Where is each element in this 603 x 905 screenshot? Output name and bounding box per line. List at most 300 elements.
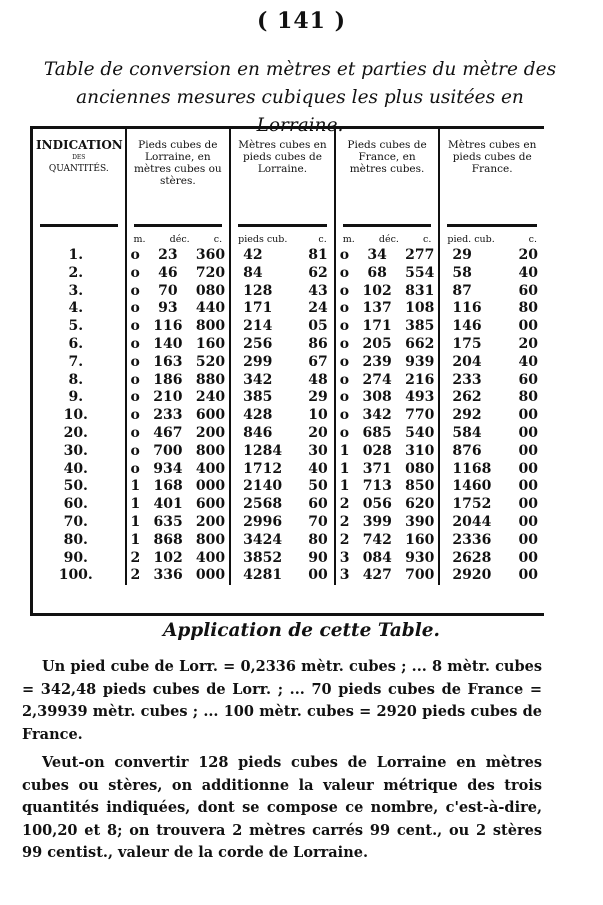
value-cell-c: [335, 247, 440, 265]
value-part: o: [130, 264, 140, 281]
value-part: 056: [362, 496, 392, 513]
table-row: [33, 567, 544, 585]
unit-c: c.: [423, 234, 432, 245]
value-part: 2044: [452, 513, 492, 530]
value-cell-b: [230, 389, 335, 407]
quantity-cell: 40.: [33, 461, 126, 479]
value-part: 2996: [243, 513, 283, 530]
value-part: 168: [153, 478, 183, 495]
value-part: 385: [405, 318, 435, 335]
value-part: 700: [405, 567, 435, 584]
value-cell-b: [230, 354, 335, 372]
value-part: 10: [308, 407, 328, 424]
value-part: 60: [518, 282, 538, 299]
value-part: o: [130, 247, 140, 263]
value-part: 60: [308, 496, 328, 513]
value-part: 160: [405, 531, 435, 548]
value-cell-c: [335, 318, 440, 336]
value-part: 171: [243, 300, 273, 317]
value-cell-c: [335, 336, 440, 354]
value-part: 200: [195, 513, 226, 530]
value-part: 428: [243, 407, 273, 424]
value-part: 00: [518, 460, 538, 477]
value-part: o: [130, 460, 140, 477]
value-part: 800: [195, 318, 226, 335]
value-part: 87: [452, 282, 472, 299]
quantity-cell: 4.: [33, 300, 126, 318]
value-part: 128: [243, 282, 273, 299]
value-part: o: [339, 318, 350, 335]
value-cell-c: [335, 265, 440, 283]
value-part: 00: [518, 513, 538, 530]
value-cell-a: [126, 318, 231, 336]
quantity-cell: 5.: [33, 318, 126, 336]
value-cell-d: [439, 300, 544, 318]
value-cell-c: [335, 567, 440, 585]
header-col2: [230, 129, 335, 231]
value-cell-a: [126, 461, 231, 479]
value-part: 400: [195, 460, 226, 477]
value-part: 4281: [243, 567, 283, 584]
quantity-cell: 7.: [33, 354, 126, 372]
table-row: [33, 425, 544, 443]
value-part: 175: [452, 335, 482, 352]
value-cell-b: [230, 425, 335, 443]
value-part: 080: [195, 282, 226, 299]
value-cell-d: [439, 372, 544, 390]
value-cell-c: [335, 372, 440, 390]
value-part: 30: [308, 442, 328, 459]
value-part: 171: [362, 318, 392, 335]
value-part: o: [130, 371, 140, 388]
value-cell-b: [230, 443, 335, 461]
value-part: 29: [452, 247, 472, 263]
header-col4: [439, 129, 544, 231]
value-part: 204: [452, 353, 482, 370]
value-part: 24: [308, 300, 328, 317]
value-cell-b: [230, 514, 335, 532]
value-part: 00: [518, 442, 538, 459]
value-cell-b: [230, 372, 335, 390]
value-part: 05: [308, 318, 328, 335]
value-part: 205: [362, 335, 392, 352]
value-part: 216: [405, 371, 435, 388]
value-part: 770: [405, 407, 435, 424]
value-part: 00: [518, 424, 538, 441]
value-part: 713: [362, 478, 392, 495]
value-part: 160: [195, 335, 226, 352]
table-row: [33, 496, 544, 514]
value-part: 1: [339, 442, 350, 459]
value-part: 43: [308, 282, 328, 299]
value-cell-c: [335, 407, 440, 425]
value-part: o: [130, 335, 140, 352]
value-part: 427: [362, 567, 392, 584]
value-part: 846: [243, 424, 273, 441]
value-part: 336: [153, 567, 183, 584]
value-cell-a: [126, 407, 231, 425]
value-part: o: [130, 442, 140, 459]
value-part: o: [130, 407, 140, 424]
value-part: 186: [153, 371, 183, 388]
header-col4-text: Mètres cubes en pieds cubes de France.: [447, 139, 537, 175]
units-col1: [126, 231, 231, 247]
value-part: 46: [158, 264, 178, 281]
value-part: 2920: [452, 567, 492, 584]
value-cell-c: [335, 514, 440, 532]
value-part: 00: [518, 567, 538, 584]
value-cell-b: [230, 567, 335, 585]
value-part: 1: [130, 513, 141, 530]
application-paragraph-1: Un pied cube de Lorr. = 0,2336 mètr. cubes ; ... 8 mètr. cubes = 342,48 pieds cubes de Lorr. ; ... 70 pieds cubes de France = 2,39939 mètr. cubes ; ... 100 mètr. cubes = 2920 pieds cubes de France.: [22, 658, 542, 743]
value-cell-d: [439, 532, 544, 550]
value-part: 2: [339, 513, 350, 530]
value-cell-a: [126, 443, 231, 461]
table-row: [33, 461, 544, 479]
value-part: o: [130, 353, 140, 370]
header-col1: [126, 129, 231, 231]
value-part: 876: [452, 442, 482, 459]
value-part: 86: [308, 335, 328, 352]
value-part: 1: [130, 496, 141, 513]
value-part: 277: [405, 247, 435, 263]
table-row: [33, 318, 544, 336]
header-col3: [335, 129, 440, 231]
quantity-cell: 80.: [33, 532, 126, 550]
value-part: 2140: [243, 478, 283, 495]
units-row: [33, 231, 544, 247]
value-part: 292: [452, 407, 482, 424]
value-part: 214: [243, 318, 273, 335]
value-cell-d: [439, 407, 544, 425]
value-cell-d: [439, 567, 544, 585]
value-cell-b: [230, 496, 335, 514]
value-part: o: [339, 282, 350, 299]
value-part: 102: [362, 282, 392, 299]
value-cell-a: [126, 496, 231, 514]
table-row: [33, 354, 544, 372]
value-cell-c: [335, 496, 440, 514]
value-part: 233: [153, 407, 183, 424]
value-part: o: [339, 264, 350, 281]
value-part: 000: [195, 567, 226, 584]
value-part: 1712: [243, 460, 283, 477]
quantity-cell: 70.: [33, 514, 126, 532]
value-part: o: [130, 282, 140, 299]
value-part: 1: [339, 478, 350, 495]
value-part: 210: [153, 389, 183, 406]
value-cell-c: [335, 478, 440, 496]
value-part: 163: [153, 353, 183, 370]
value-cell-a: [126, 336, 231, 354]
value-part: 520: [195, 353, 226, 370]
value-part: 108: [405, 300, 435, 317]
value-cell-c: [335, 461, 440, 479]
value-part: o: [339, 335, 350, 352]
quantity-cell: 100.: [33, 567, 126, 585]
value-part: 62: [308, 264, 328, 281]
header-indication-title: INDICATION: [36, 138, 123, 152]
value-part: o: [130, 424, 140, 441]
value-part: 34: [367, 247, 387, 263]
value-part: 116: [153, 318, 183, 335]
value-part: 23: [158, 247, 178, 263]
value-part: 80: [308, 531, 328, 548]
value-cell-b: [230, 550, 335, 568]
value-part: 1752: [452, 496, 492, 513]
value-part: 939: [405, 353, 435, 370]
value-part: 00: [308, 567, 328, 584]
quantity-cell: 8.: [33, 372, 126, 390]
value-part: 00: [518, 496, 538, 513]
title-line-1: Table de conversion en mètres et parties du mètre des: [43, 59, 557, 80]
value-cell-b: [230, 283, 335, 301]
unit-pied-cub: pied. cub.: [447, 234, 495, 245]
unit-m: m.: [133, 234, 146, 245]
value-cell-a: [126, 372, 231, 390]
quantity-cell: 9.: [33, 389, 126, 407]
value-part: 554: [405, 264, 435, 281]
value-part: 742: [362, 531, 392, 548]
value-cell-a: [126, 514, 231, 532]
value-cell-d: [439, 354, 544, 372]
value-cell-d: [439, 389, 544, 407]
value-part: 401: [153, 496, 183, 513]
value-part: 584: [452, 424, 482, 441]
value-part: 342: [243, 371, 273, 388]
value-cell-d: [439, 514, 544, 532]
value-cell-c: [335, 283, 440, 301]
value-part: o: [339, 353, 350, 370]
value-part: o: [130, 389, 140, 406]
value-cell-a: [126, 247, 231, 265]
value-part: 2628: [452, 549, 492, 566]
quantity-cell: 10.: [33, 407, 126, 425]
table-row: [33, 283, 544, 301]
value-part: 831: [405, 282, 435, 299]
conversion-table-frame: [30, 126, 544, 616]
value-part: 3852: [243, 549, 283, 566]
value-part: 48: [308, 371, 328, 388]
units-indication: [33, 231, 126, 247]
value-cell-a: [126, 265, 231, 283]
value-part: o: [339, 407, 350, 424]
value-part: 720: [195, 264, 226, 281]
value-part: 29: [308, 389, 328, 406]
value-cell-d: [439, 318, 544, 336]
value-part: o: [339, 247, 350, 263]
value-cell-b: [230, 265, 335, 283]
value-part: 42: [243, 247, 263, 263]
value-cell-a: [126, 283, 231, 301]
value-cell-c: [335, 425, 440, 443]
quantity-cell: 2.: [33, 265, 126, 283]
value-cell-d: [439, 425, 544, 443]
value-cell-c: [335, 354, 440, 372]
table-row: [33, 247, 544, 265]
value-part: 50: [308, 478, 328, 495]
value-part: 00: [518, 531, 538, 548]
value-cell-d: [439, 336, 544, 354]
value-part: 68: [367, 264, 387, 281]
table-row: [33, 550, 544, 568]
value-part: 342: [362, 407, 392, 424]
unit-pieds-cub: pieds cub.: [238, 234, 288, 245]
header-col2-text: Mètres cubes en pieds cubes de Lorraine.: [238, 139, 327, 175]
value-part: 00: [518, 549, 538, 566]
header-indication-quantites: QUANTITÉS.: [48, 164, 109, 174]
page-number: ( 141 ): [256, 8, 347, 34]
table-row: [33, 407, 544, 425]
value-cell-a: [126, 300, 231, 318]
unit-c: c.: [318, 234, 327, 245]
value-cell-a: [126, 478, 231, 496]
value-part: o: [130, 300, 140, 317]
value-part: 233: [452, 371, 482, 388]
quantity-cell: 90.: [33, 550, 126, 568]
value-part: 2: [339, 496, 350, 513]
value-cell-c: [335, 532, 440, 550]
value-part: 299: [243, 353, 273, 370]
unit-dec: déc.: [378, 234, 399, 245]
value-part: 800: [195, 531, 226, 548]
value-part: 67: [308, 353, 328, 370]
value-part: 1168: [452, 460, 492, 477]
value-part: 440: [195, 300, 226, 317]
value-part: o: [339, 300, 350, 317]
value-part: o: [339, 424, 350, 441]
value-cell-d: [439, 550, 544, 568]
value-part: 1: [130, 531, 141, 548]
value-cell-a: [126, 567, 231, 585]
value-part: 371: [362, 460, 392, 477]
value-part: 620: [405, 496, 435, 513]
unit-c: c.: [528, 234, 537, 245]
value-part: 685: [362, 424, 392, 441]
value-part: 467: [153, 424, 183, 441]
units-col4: [439, 231, 544, 247]
table-row: [33, 372, 544, 390]
quantity-cell: 50.: [33, 478, 126, 496]
value-part: 00: [518, 318, 538, 335]
units-col2: [230, 231, 335, 247]
value-part: 80: [518, 300, 538, 317]
value-part: 239: [362, 353, 392, 370]
value-cell-b: [230, 318, 335, 336]
value-part: 256: [243, 335, 273, 352]
value-part: 93: [158, 300, 178, 317]
value-cell-a: [126, 425, 231, 443]
value-part: 930: [405, 549, 435, 566]
value-part: 00: [518, 407, 538, 424]
value-part: 40: [518, 353, 538, 370]
units-col3: [335, 231, 440, 247]
application-title: Application de cette Table.: [163, 620, 440, 641]
title-line-2: anciennes mesures cubiques les plus usitées en Lorraine.: [76, 87, 524, 136]
value-part: o: [130, 318, 140, 335]
conversion-table: [33, 129, 544, 585]
quantity-cell: 3.: [33, 283, 126, 301]
application-paragraph-2: Veut-on convertir 128 pieds cubes de Lorraine en mètres cubes ou stères, on additionne la valeur métrique des trois quantités indiquées, dont se compose ce nombre, c'est-à-dire, 100,20 et 8; on trouvera 2 mètres carrés 99 cent., ou 2 stères 99 centist., valeur de la corde de Lorraine.: [22, 754, 542, 861]
value-cell-b: [230, 247, 335, 265]
value-part: 700: [153, 442, 183, 459]
value-part: 80: [518, 389, 538, 406]
value-part: 080: [405, 460, 435, 477]
value-part: 310: [405, 442, 435, 459]
value-part: 850: [405, 478, 435, 495]
value-part: 102: [153, 549, 183, 566]
quantity-cell: 30.: [33, 443, 126, 461]
value-part: 084: [362, 549, 392, 566]
value-part: 2: [339, 531, 350, 548]
value-part: 3424: [243, 531, 283, 548]
value-part: o: [339, 371, 350, 388]
header-col3-text: Pieds cubes de France, en mètres cubes.: [347, 139, 427, 175]
value-part: 028: [362, 442, 392, 459]
value-part: 934: [153, 460, 183, 477]
value-part: 1: [339, 460, 350, 477]
value-part: 2568: [243, 496, 283, 513]
table-row: [33, 532, 544, 550]
value-part: 399: [362, 513, 392, 530]
value-part: 140: [153, 335, 183, 352]
value-part: 000: [195, 478, 226, 495]
value-cell-d: [439, 247, 544, 265]
unit-c: c.: [213, 234, 223, 245]
value-part: 880: [195, 371, 226, 388]
value-cell-d: [439, 461, 544, 479]
value-part: 1460: [452, 478, 492, 495]
value-part: o: [339, 389, 350, 406]
value-cell-c: [335, 443, 440, 461]
table-row: [33, 389, 544, 407]
value-cell-c: [335, 550, 440, 568]
value-part: 81: [308, 247, 328, 263]
value-part: 116: [452, 300, 482, 317]
value-part: 60: [518, 371, 538, 388]
value-part: 20: [308, 424, 328, 441]
value-part: 58: [452, 264, 472, 281]
value-cell-c: [335, 300, 440, 318]
value-cell-a: [126, 389, 231, 407]
value-part: 274: [362, 371, 392, 388]
value-part: 2: [130, 567, 141, 584]
value-cell-d: [439, 478, 544, 496]
value-part: 868: [153, 531, 183, 548]
value-part: 600: [195, 407, 226, 424]
value-part: 240: [195, 389, 226, 406]
value-part: 400: [195, 549, 226, 566]
value-part: 2336: [452, 531, 492, 548]
value-part: 600: [195, 496, 226, 513]
value-cell-d: [439, 265, 544, 283]
table-row: [33, 514, 544, 532]
value-cell-d: [439, 283, 544, 301]
value-part: 3: [339, 567, 350, 584]
value-part: 70: [158, 282, 178, 299]
value-cell-d: [439, 496, 544, 514]
value-part: 90: [308, 549, 328, 566]
value-part: 493: [405, 389, 435, 406]
quantity-cell: 6.: [33, 336, 126, 354]
value-cell-a: [126, 532, 231, 550]
value-cell-b: [230, 532, 335, 550]
value-part: 200: [195, 424, 226, 441]
header-indication-des: des: [72, 152, 86, 162]
value-part: 146: [452, 318, 482, 335]
value-part: 1284: [243, 442, 283, 459]
header-col1-text: Pieds cubes de Lorraine, en mètres cubes ou stères.: [133, 139, 222, 187]
